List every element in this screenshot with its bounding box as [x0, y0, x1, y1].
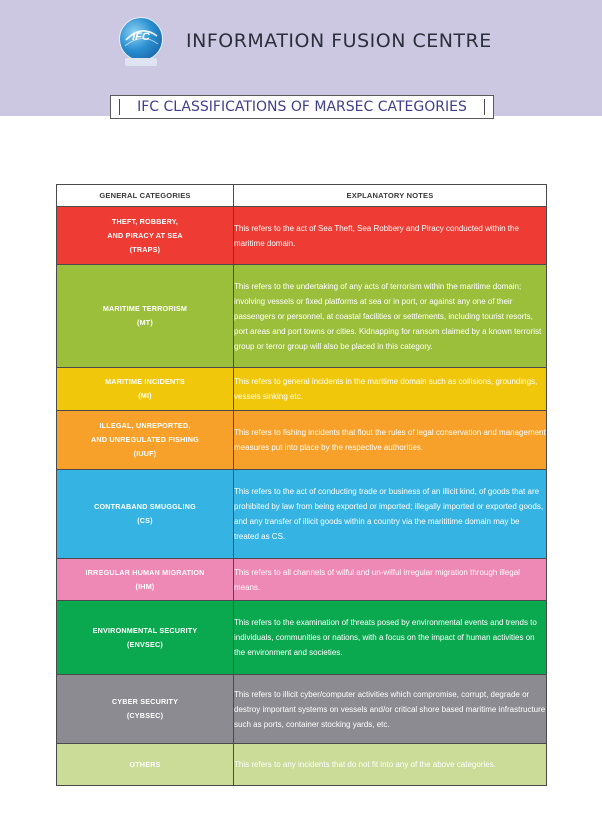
table-row [57, 601, 547, 675]
explanatory-note: This refers to fishing incidents that flout the rules of legal conservation and management measures put into place by the respective authorities. [234, 411, 547, 470]
logo-text: IFC [132, 31, 150, 43]
category-cell [57, 744, 234, 786]
table-row [57, 368, 547, 411]
category-cell [57, 470, 234, 559]
category-name: CYBER SECURITY [111, 697, 179, 706]
marsec-categories-table [56, 184, 547, 786]
category-name: MARITIME INCIDENTS [105, 377, 185, 386]
category-cell [57, 411, 234, 470]
table-row [57, 411, 547, 470]
category-abbreviation: (ENVSEC) [127, 639, 163, 649]
category-abbreviation: (IUUF) [133, 449, 157, 458]
category-cell [57, 265, 234, 368]
category-abbreviation: (MI) [138, 391, 152, 400]
category-abbreviation: (CYBSEC) [126, 711, 164, 720]
page-title: IFC CLASSIFICATIONS OF MARSEC CATEGORIES [137, 99, 467, 115]
category-name: THEFT, ROBBERY, AND PIRACY AT SEA [107, 216, 183, 240]
explanatory-note: This refers to the act of Sea Theft, Sea Robbery and Piracy conducted within the maritime domain. [234, 207, 547, 265]
column-header-notes: EXPLANATORY NOTES [234, 185, 547, 207]
table-header-row [57, 185, 547, 207]
table-row [57, 744, 547, 786]
table-row [57, 675, 547, 744]
category-abbreviation: (MT) [137, 318, 153, 327]
category-name: IRREGULAR HUMAN MIGRATION [85, 567, 205, 577]
org-title: INFORMATION FUSION CENTRE [186, 30, 492, 52]
explanatory-note: This refers to all channels of wilful and un-wilful irregular migration through illegal means. [234, 559, 547, 601]
explanatory-note: This refers to the examination of threats posed by environmental events and trends to individuals, communities or nations, with a focus on the impact of human activities on the environment and societies. [234, 601, 547, 675]
table-body [57, 207, 547, 786]
ifc-logo-icon [119, 17, 163, 61]
subtitle-banner [110, 95, 494, 119]
category-name: MARITIME TERRORISM [102, 304, 188, 313]
table-row [57, 559, 547, 601]
table-row [57, 265, 547, 368]
category-name: OTHERS [129, 759, 161, 769]
explanatory-note: This refers to the undertaking of any acts of terrorism within the maritime domain; involving vessels or fixed platforms at sea or in port, or against any one of their passengers or personnel, at coastal facilities or settlements, including tourist resorts, port areas and port towns or cities. Kidnapping for ransom claimed by a known terrorist group or terror group will also be placed in this category. [234, 265, 547, 368]
header-band [0, 0, 602, 116]
explanatory-note: This refers to any incidents that do not fit into any of the above categories. [234, 744, 547, 786]
logo-ribbon [125, 58, 157, 66]
category-cell [57, 675, 234, 744]
category-cell [57, 207, 234, 265]
category-cell [57, 368, 234, 411]
explanatory-note: This refers to illicit cyber/computer activities which compromise, corrupt, degrade or destroy important systems on vessels and/or critical shore based maritime infrastructure such as ports, container stocking yards, etc. [234, 675, 547, 744]
explanatory-note: This refers to the act of conducting trade or business of an illicit kind, of goods that are prohibited by law from being exported or imported; illegally imported or exported goods, and any transfer of illicit goods within a country via the marititime domain may be treated as CS. [234, 470, 547, 559]
category-name: ENVIRONMENTAL SECURITY [92, 625, 198, 635]
category-name: ILLEGAL, UNREPORTED, AND UNREGULATED FISHING [91, 421, 199, 444]
category-abbreviation: (TRAPS) [129, 244, 161, 254]
category-cell [57, 559, 234, 601]
table-row [57, 207, 547, 265]
category-abbreviation: (CS) [137, 516, 153, 525]
column-header-categories: GENERAL CATEGORIES [57, 185, 234, 207]
category-cell [57, 601, 234, 675]
category-name: CONTRABAND SMUGGLING [94, 502, 196, 511]
category-abbreviation: (IHM) [135, 581, 155, 591]
explanatory-note: This refers to general incidents in the maritime domain such as collisions, groundings, vessels sinking etc. [234, 368, 547, 411]
table-row [57, 470, 547, 559]
